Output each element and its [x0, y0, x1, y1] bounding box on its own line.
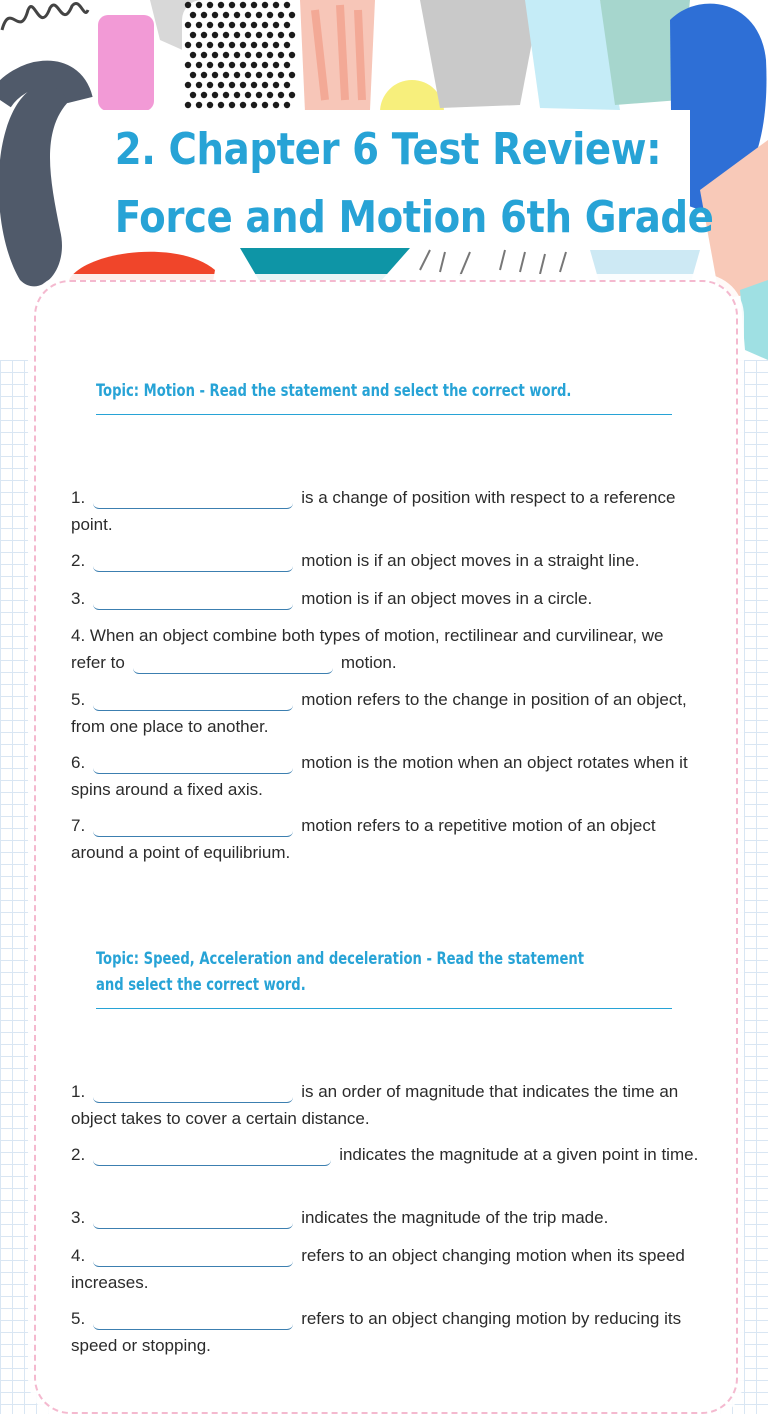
section-2-divider — [96, 1008, 672, 1009]
s1-q7-blank[interactable] — [93, 816, 293, 837]
s1-q2-text: motion is if an object moves in a straight line. — [301, 551, 640, 570]
s2-q5-blank[interactable] — [93, 1309, 293, 1330]
s2-q4-number: 4. — [71, 1246, 86, 1265]
s1-q3-blank[interactable] — [93, 589, 293, 610]
s1-q4-number: 4. — [71, 626, 86, 645]
section-1-topic: Topic: Motion - Read the statement and select the correct word. — [96, 381, 572, 401]
s2-q5-text: refers to an object changing motion by reducing its speed or stopping. — [71, 1309, 682, 1355]
s1-question-7 — [71, 812, 701, 866]
title-line-1: 2. Chapter 6 Test Review: — [114, 124, 662, 175]
s1-q3-number: 3. — [71, 589, 86, 608]
s2-q1-blank[interactable] — [93, 1082, 293, 1103]
s1-q1-number: 1. — [71, 488, 86, 507]
s1-q2-number: 2. — [71, 551, 86, 570]
s2-question-5 — [71, 1305, 701, 1359]
section-1-divider — [96, 414, 672, 415]
s1-q2-blank[interactable] — [93, 551, 293, 572]
s1-question-4 — [71, 622, 701, 676]
s1-q7-number: 7. — [71, 816, 86, 835]
s2-q2-number: 2. — [71, 1145, 86, 1164]
s1-q4-blank[interactable] — [133, 653, 333, 674]
s1-q1-blank[interactable] — [93, 488, 293, 509]
s1-question-2 — [71, 547, 701, 574]
s2-question-4 — [71, 1242, 701, 1296]
s1-q1-text: is a change of position with respect to a reference point. — [71, 488, 676, 534]
s1-q5-number: 5. — [71, 690, 86, 709]
s1-question-1 — [71, 484, 701, 538]
s2-q5-number: 5. — [71, 1309, 86, 1328]
section-2-topic: Topic: Speed, Acceleration and deceleration - Read the statement and select the correct word. — [96, 949, 585, 995]
s1-q5-blank[interactable] — [93, 690, 293, 711]
title-box — [78, 110, 714, 248]
s2-q2-blank[interactable] — [93, 1145, 331, 1166]
s2-q1-number: 1. — [71, 1082, 86, 1101]
s2-q4-text: refers to an object changing motion when its speed increases. — [71, 1246, 685, 1292]
s2-question-2 — [71, 1141, 701, 1168]
s2-q3-blank[interactable] — [93, 1208, 293, 1229]
s1-question-3 — [71, 585, 701, 612]
title-line-2: Force and Motion 6th Grade — [114, 192, 714, 243]
s1-q4-before: When an object combine both types of motion, rectilinear and curvilinear, we refer to — [71, 626, 664, 672]
s2-q4-blank[interactable] — [93, 1246, 293, 1267]
s1-q6-blank[interactable] — [93, 753, 293, 774]
s2-q3-number: 3. — [71, 1208, 86, 1227]
page-title — [114, 110, 714, 252]
s1-question-6 — [71, 749, 701, 803]
s1-q4-text: motion. — [340, 653, 397, 672]
s1-q5-text: motion refers to the change in position of an object, from one place to another. — [71, 690, 687, 736]
s1-q3-text: motion is if an object moves in a circle. — [301, 589, 593, 608]
s1-q6-text: motion is the motion when an object rotates when it spins around a fixed axis. — [71, 753, 688, 799]
s1-question-5 — [71, 686, 701, 740]
s1-q6-number: 6. — [71, 753, 86, 772]
s2-q1-text: is an order of magnitude that indicates the time an object takes to cover a certain distance. — [71, 1082, 679, 1128]
s1-q7-text: motion refers to a repetitive motion of an object around a point of equilibrium. — [71, 816, 656, 862]
s2-question-3 — [71, 1204, 701, 1231]
s2-q3-text: indicates the magnitude of the trip made. — [301, 1208, 609, 1227]
s2-question-1 — [71, 1078, 701, 1132]
s2-q2-text: indicates the magnitude at a given point in time. — [339, 1145, 699, 1164]
